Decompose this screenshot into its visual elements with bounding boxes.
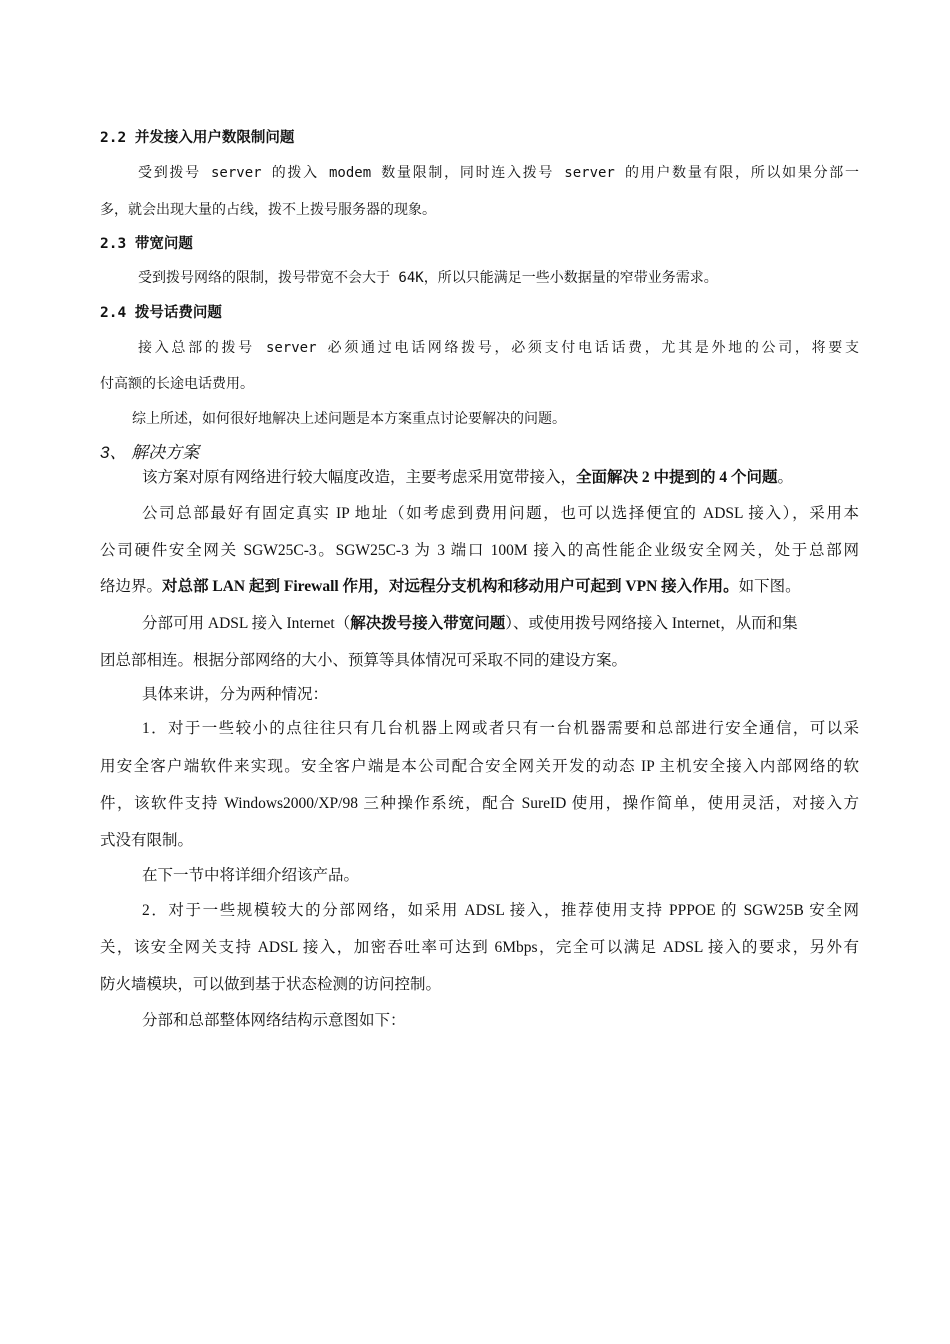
paragraph-line: 团总部相连。根据分部网络的大小、预算等具体情况可采取不同的建设方案。 [100, 652, 628, 669]
paragraph-line: 综上所述，如何很好地解决上述问题是本方案重点讨论要解决的问题。 [132, 411, 566, 427]
list-item-line: 式没有限制。 [100, 832, 194, 849]
section-heading-2-3: 2.3 带宽问题 [100, 236, 193, 252]
paragraph-line [142, 467, 793, 489]
paragraph-line [142, 613, 859, 635]
text-run: 。 [777, 469, 794, 486]
paragraph-line: 付高额的长途电话费用。 [100, 376, 254, 392]
paragraph-line: 分部和总部整体网络结构示意图如下： [142, 1012, 406, 1029]
paragraph-line: 公司总部最好有固定真实 IP 地址（如考虑到费用问题，也可以选择便宜的 ADSL 接入），采用本 [142, 505, 859, 522]
list-item-line: 件，该软件支持 Windows2000/XP/98 三种操作系统，配合 SureID 使用，操作简单，使用灵活，对接入方 [100, 795, 859, 812]
section-heading-3: 3、 解决方案 [100, 443, 200, 462]
section-heading-2-2: 2.2 并发接入用户数限制问题 [100, 130, 295, 146]
paragraph-line: 在下一节中将详细介绍该产品。 [142, 867, 360, 884]
paragraph-line [100, 576, 801, 598]
bold-text-run: 解决拨号接入带宽问题 [350, 615, 506, 632]
bold-text-run: 对总部 LAN 起到 Firewall 作用，对远程分支机构和移动用户可起到 VPN 接入作用。 [162, 578, 739, 595]
paragraph-line: 多，就会出现大量的占线，拨不上拨号服务器的现象。 [100, 202, 436, 218]
paragraph-line: 受到拨号 server 的拨入 modem 数量限制，同时连入拨号 server 的用户数量有限，所以如果分部一 [138, 165, 859, 181]
paragraph-line: 公司硬件安全网关 SGW25C-3。SGW25C-3 为 3 端口 100M 接入的高性能企业级安全网关，处于总部网 [100, 542, 859, 559]
list-item-line: 关，该安全网关支持 ADSL 接入，加密吞吐率可达到 6Mbps，完全可以满足 ADSL 接入的要求，另外有 [100, 939, 859, 956]
bold-text-run: 全面解决 2 中提到的 4 个问题 [576, 469, 778, 486]
text-run: 络边界。 [100, 578, 163, 595]
list-item-line: 用安全客户端软件来实现。安全客户端是本公司配合安全网关开发的动态 IP 主机安全接入内部网络的软 [100, 758, 859, 775]
paragraph-line: 具体来讲，分为两种情况： [142, 686, 329, 703]
list-item-line: 1．对于一些较小的点往往只有几台机器上网或者只有一台机器需要和总部进行安全通信，可以采 [142, 720, 859, 737]
paragraph-line: 接入总部的拨号 server 必须通过电话网络拨号，必须支付电话话费，尤其是外地的公司，将要支 [138, 340, 859, 356]
section-heading-2-4: 2.4 拨号话费问题 [100, 305, 222, 321]
text-run: 如下图。 [738, 578, 801, 595]
text-run: 该方案对原有网络进行较大幅度改造，主要考虑采用宽带接入， [142, 469, 577, 486]
text-run: 分部可用 ADSL 接入 Internet（ [142, 615, 351, 632]
text-run: ）、或使用拨号网络接入 Internet，从而和集 [505, 615, 798, 632]
paragraph-line: 受到拨号网络的限制，拨号带宽不会大于 64K，所以只能满足一些小数据量的窄带业务需求。 [138, 270, 718, 286]
list-item-line: 防火墙模块，可以做到基于状态检测的访问控制。 [100, 976, 442, 993]
list-item-line: 2．对于一些规模较大的分部网络，如采用 ADSL 接入，推荐使用支持 PPPOE 的 SGW25B 安全网 [142, 902, 859, 919]
